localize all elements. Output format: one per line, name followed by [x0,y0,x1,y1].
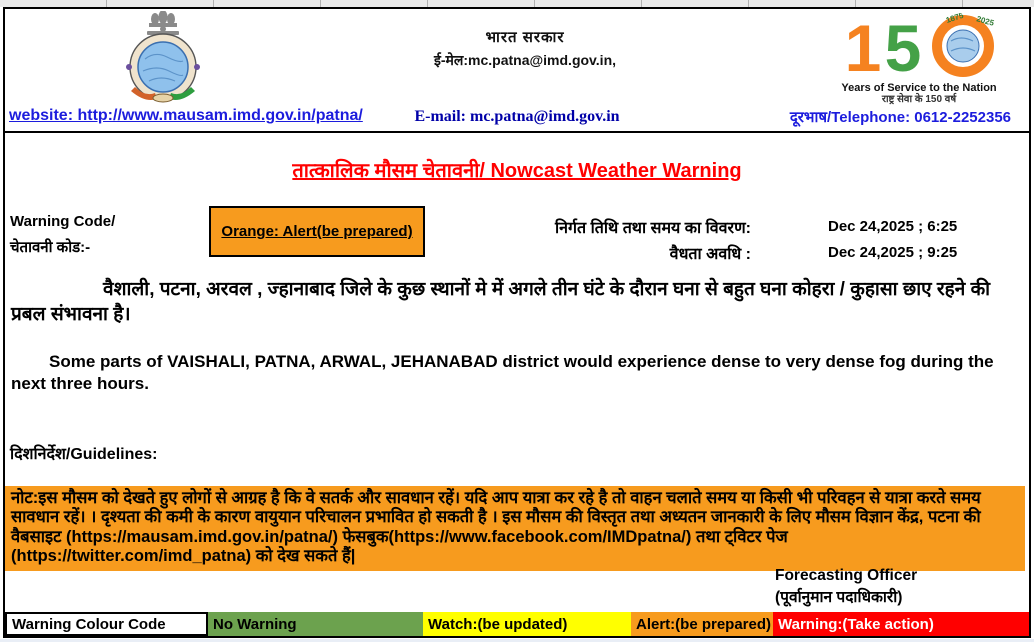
warning-colour-code-bar [5,612,1029,636]
govt-of-india-label: भारत सरकार [485,29,565,46]
colour-code-warning-cell: Warning:(Take action) [773,612,1029,636]
email-text[interactable]: E-mail: mc.patna@imd.gov.in [414,108,620,125]
contact-bar [5,103,1029,133]
telephone-text: दूरभाष/Telephone: 0612-2252356 [789,109,1011,126]
colour-code-alert-cell: Alert:(be prepared) [631,612,773,636]
document-header [5,9,1029,106]
colour-code-title-cell: Warning Colour Code [5,612,208,636]
imd-150-years-logo [811,13,1027,106]
svg-text:1: 1 [844,13,882,77]
website-link[interactable]: website: http://www.mausam.imd.gov.in/patna/ [9,107,363,124]
government-header-text [365,27,685,70]
page-title: तात्कालिक मौसम चेतावनी/ Nowcast Weather Warning [292,160,742,182]
colour-code-no-warning-cell: No Warning [208,612,423,636]
issue-datetime-label: निर्गत तिथि तथा समय का विवरण: [555,220,751,237]
signature-block [775,565,917,610]
signature-line1: Forecasting Officer [775,567,918,584]
signature-line2: (पूर्वानुमान पदाधिकारी) [775,589,903,607]
150-logo-icon [811,13,1027,77]
150-logo-tagline-hi: राष्ट्र सेवा के 150 वर्ष [881,94,957,106]
warning-code-label [10,209,115,260]
warning-code-value: Orange: Alert(be prepared) [221,223,413,240]
svg-text:2025: 2025 [975,14,996,28]
validity-value: Dec 24,2025 ; 9:25 [828,244,958,261]
note-highlighted-text: नोट:इस मौसम को देखते हुए लोगों से आग्रह है कि वे सतर्क और सावधान रहें। यदि आप यात्रा कर रहे है तो वाहन चलाते समय या किसी भी परिवहन से यात्रा करते समय सावधान रहें। । दृश्यता की कमी के कारण वायुयान परिचालन प्रभावित हो सकती है । इस मौसम की विस्तृत तथा अध्यतन जानकारी के लिए मौसम विज्ञान केंद्र, पटना की वैबसाइट (https://mausam.imd.gov.in/patna/) फेसबुक(https://www.facebook.com/IMDpatna/) तथा ट्विटर पेज (https://twitter.com/imd_patna) को देख सकते हैं| [5,486,1025,571]
guidelines-label: दिशनिर्देश/Guidelines: [10,446,158,463]
document-frame [3,7,1031,638]
warning-code-value-box [209,206,425,257]
colour-code-watch-cell: Watch:(be updated) [423,612,631,636]
warning-paragraph-hindi: वैशाली, पटना, अरवल , ज्हानाबाद जिले के कुछ स्थानों मे में अगले तीन घंटे के दौरान घना से बहुत घना कोहरा / कुहासा छाए रहने की प्रबल संभावना है। [11,279,991,326]
warning-paragraph-english: Some parts of VAISHALI, PATNA, ARWAL, JEHANABAD district would experience dense to very dense fog during the next three hours. [11,352,994,394]
issue-datetime-value: Dec 24,2025 ; 6:25 [828,218,958,235]
150-logo-tagline-en: Years of Service to the Nation [841,82,997,94]
svg-text:5: 5 [884,13,922,77]
warning-code-label-en: Warning Code/ [10,213,116,230]
header-email-label: ई-मेल:mc.patna@imd.gov.in, [433,52,617,68]
spreadsheet-top-strip [0,0,1034,7]
validity-label: वैधता अवधि : [669,246,751,263]
svg-text:1875: 1875 [944,13,965,25]
warning-code-label-hi: चेतावनी कोड:- [10,238,91,256]
imd-logo-icon [95,11,231,103]
